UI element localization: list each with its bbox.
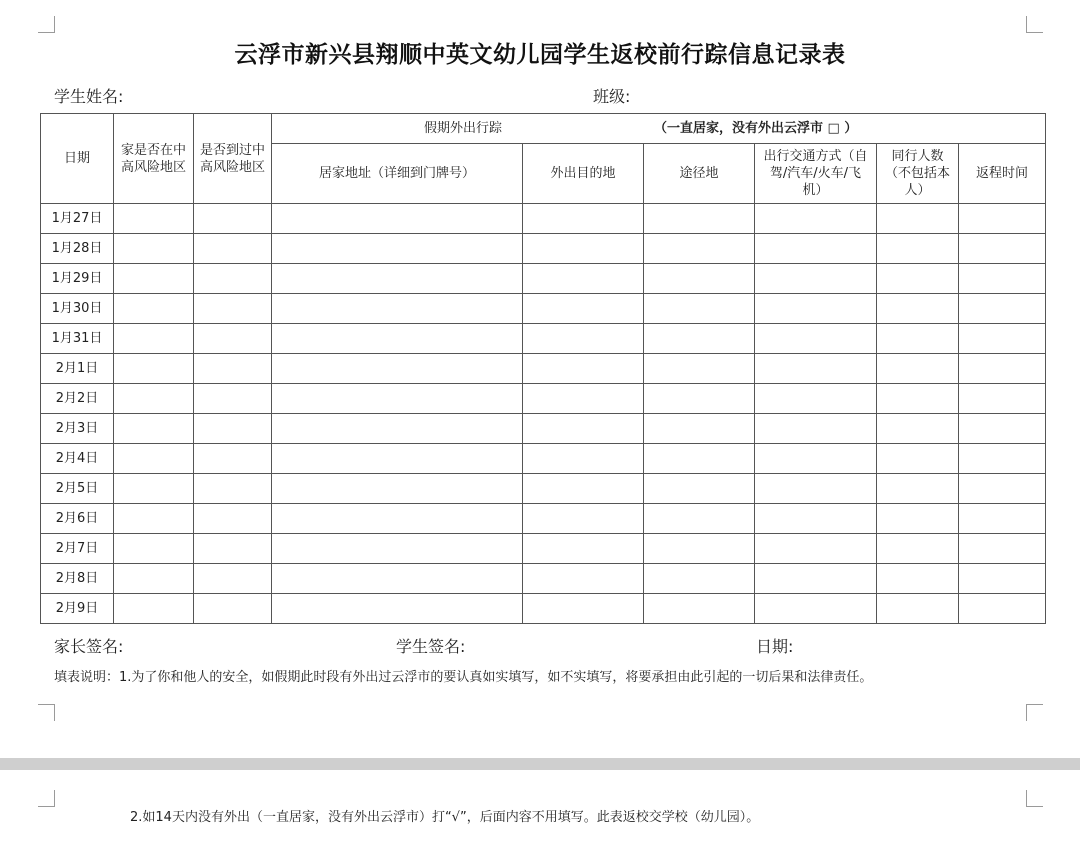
companions-cell[interactable] (877, 384, 959, 414)
home-address-cell[interactable] (272, 234, 523, 264)
home-address-cell[interactable] (272, 204, 523, 234)
table-row (41, 564, 1046, 594)
instruction-note-2: 2.如14天内没有外出（一直居家，没有外出云浮市）打“√”，后面内容不用填写。此表返校交学校（幼儿园）。 (130, 810, 760, 825)
return-time-cell[interactable] (959, 594, 1046, 624)
home-in-risk-area-cell[interactable] (114, 264, 194, 294)
destination-cell[interactable] (523, 504, 644, 534)
class-label: 班级: (593, 87, 631, 106)
return-time-cell[interactable] (959, 354, 1046, 384)
companions-cell[interactable] (877, 504, 959, 534)
header-home-address: 居家地址（详细到门牌号） (272, 144, 523, 204)
home-address-cell[interactable] (272, 354, 523, 384)
home-in-risk-area-cell[interactable] (114, 564, 194, 594)
transit-points-cell[interactable] (644, 414, 755, 444)
holiday-trip-label: 假期外出行踪 (424, 121, 503, 136)
transit-points-cell[interactable] (644, 204, 755, 234)
companions-cell[interactable] (877, 234, 959, 264)
home-in-risk-area-cell[interactable] (114, 294, 194, 324)
date-cell: 2月6日 (41, 504, 114, 534)
visited-risk-area-cell[interactable] (194, 534, 272, 564)
transport-mode-cell[interactable] (755, 504, 877, 534)
date-cell: 2月7日 (41, 534, 114, 564)
transit-points-cell[interactable] (644, 234, 755, 264)
header-companions-text: 同行人数（不包括本人） (884, 149, 950, 198)
companions-cell[interactable] (877, 564, 959, 594)
page-corner-mark (1026, 790, 1043, 807)
destination-cell[interactable] (523, 474, 644, 504)
home-in-risk-area-cell[interactable] (114, 324, 194, 354)
page-corner-mark (38, 790, 55, 807)
transport-mode-cell[interactable] (755, 444, 877, 474)
instruction-note-1: 填表说明：1.为了你和他人的安全，如假期此时段有外出过云浮市的要认真如实填写，如不实填写，将要承担由此引起的一切后果和法律责任。 (54, 670, 873, 685)
home-address-cell[interactable] (272, 594, 523, 624)
page-corner-mark (38, 704, 55, 721)
transport-mode-cell[interactable] (755, 234, 877, 264)
date-label: 日期: (756, 637, 794, 656)
transport-mode-cell[interactable] (755, 324, 877, 354)
visited-risk-area-cell[interactable] (194, 234, 272, 264)
table-row (41, 594, 1046, 624)
date-cell: 1月27日 (41, 204, 114, 234)
date-cell: 2月3日 (41, 414, 114, 444)
destination-cell[interactable] (523, 444, 644, 474)
destination-cell[interactable] (523, 264, 644, 294)
transit-points-cell[interactable] (644, 564, 755, 594)
return-time-cell[interactable] (959, 234, 1046, 264)
transit-points-cell[interactable] (644, 474, 755, 504)
home-in-risk-area-cell[interactable] (114, 504, 194, 534)
date-cell: 2月1日 (41, 354, 114, 384)
date-cell: 2月9日 (41, 594, 114, 624)
companions-cell[interactable] (877, 294, 959, 324)
header-visited-risk-area (194, 114, 272, 204)
home-in-risk-area-cell[interactable] (114, 354, 194, 384)
companions-cell[interactable] (877, 414, 959, 444)
transit-points-cell[interactable] (644, 534, 755, 564)
destination-cell[interactable] (523, 234, 644, 264)
page-corner-mark (1026, 704, 1043, 721)
transit-points-cell[interactable] (644, 444, 755, 474)
home-address-cell[interactable] (272, 504, 523, 534)
transport-mode-cell[interactable] (755, 534, 877, 564)
date-cell: 1月29日 (41, 264, 114, 294)
home-address-cell[interactable] (272, 264, 523, 294)
page-corner-mark (1026, 16, 1043, 33)
visited-risk-area-cell[interactable] (194, 474, 272, 504)
header-return-time: 返程时间 (959, 144, 1046, 204)
date-cell: 1月31日 (41, 324, 114, 354)
date-cell: 2月8日 (41, 564, 114, 594)
header-date: 日期 (41, 114, 114, 204)
home-address-cell[interactable] (272, 384, 523, 414)
transit-points-cell[interactable] (644, 384, 755, 414)
companions-cell[interactable] (877, 204, 959, 234)
table-row (41, 264, 1046, 294)
header-destination: 外出目的地 (523, 144, 644, 204)
transit-points-cell[interactable] (644, 264, 755, 294)
destination-cell[interactable] (523, 564, 644, 594)
transport-mode-cell[interactable] (755, 594, 877, 624)
home-address-cell[interactable] (272, 294, 523, 324)
date-cell: 2月4日 (41, 444, 114, 474)
return-time-cell[interactable] (959, 204, 1046, 234)
header-home-in-risk-area (114, 114, 194, 204)
transit-points-cell[interactable] (644, 354, 755, 384)
companions-cell[interactable] (877, 324, 959, 354)
stay-home-checkbox-note[interactable]: （一直居家，没有外出云浮市 □ ） (654, 121, 858, 136)
home-address-cell[interactable] (272, 474, 523, 504)
home-in-risk-area-cell[interactable] (114, 474, 194, 504)
home-in-risk-area-cell[interactable] (114, 534, 194, 564)
date-cell: 1月28日 (41, 234, 114, 264)
transport-mode-cell[interactable] (755, 414, 877, 444)
home-in-risk-area-cell[interactable] (114, 384, 194, 414)
header-transport-mode-text: 出行交通方式（自驾/汽车/火车/飞机） (763, 149, 868, 198)
transport-mode-cell[interactable] (755, 474, 877, 504)
visited-risk-area-cell[interactable] (194, 324, 272, 354)
header-transit-points: 途径地 (644, 144, 755, 204)
table-row (41, 234, 1046, 264)
visited-risk-area-cell[interactable] (194, 294, 272, 324)
visited-risk-area-cell[interactable] (194, 444, 272, 474)
home-address-cell[interactable] (272, 564, 523, 594)
destination-cell[interactable] (523, 294, 644, 324)
header-visited-risk-area-text: 是否到过中高风险地区 (199, 142, 265, 175)
transport-mode-cell[interactable] (755, 384, 877, 414)
table-row (41, 534, 1046, 564)
document-title: 云浮市新兴县翔顺中英文幼儿园学生返校前行踪信息记录表 (234, 42, 846, 68)
transit-points-cell[interactable] (644, 594, 755, 624)
companions-cell[interactable] (877, 264, 959, 294)
transit-points-cell[interactable] (644, 324, 755, 354)
table-row (41, 354, 1046, 384)
page-corner-mark (38, 16, 55, 33)
return-time-cell[interactable] (959, 504, 1046, 534)
visited-risk-area-cell[interactable] (194, 564, 272, 594)
companions-cell[interactable] (877, 534, 959, 564)
visited-risk-area-cell[interactable] (194, 204, 272, 234)
transport-mode-cell[interactable] (755, 294, 877, 324)
visited-risk-area-cell[interactable] (194, 594, 272, 624)
transport-mode-cell[interactable] (755, 264, 877, 294)
header-transport-mode (755, 144, 877, 204)
home-in-risk-area-cell[interactable] (114, 204, 194, 234)
transit-points-cell[interactable] (644, 504, 755, 534)
return-time-cell[interactable] (959, 294, 1046, 324)
return-time-cell[interactable] (959, 444, 1046, 474)
return-time-cell[interactable] (959, 264, 1046, 294)
home-in-risk-area-cell[interactable] (114, 594, 194, 624)
home-in-risk-area-cell[interactable] (114, 414, 194, 444)
parent-signature-label: 家长签名: (54, 637, 124, 656)
table-row (41, 294, 1046, 324)
return-time-cell[interactable] (959, 414, 1046, 444)
table-row (41, 444, 1046, 474)
date-cell: 1月30日 (41, 294, 114, 324)
return-time-cell[interactable] (959, 564, 1046, 594)
student-signature-label: 学生签名: (396, 637, 466, 656)
companions-cell[interactable] (877, 354, 959, 384)
table-row (41, 204, 1046, 234)
home-in-risk-area-cell[interactable] (114, 444, 194, 474)
visited-risk-area-cell[interactable] (194, 384, 272, 414)
date-cell: 2月5日 (41, 474, 114, 504)
header-holiday-trip (272, 114, 1046, 144)
destination-cell[interactable] (523, 534, 644, 564)
return-time-cell[interactable] (959, 534, 1046, 564)
home-address-cell[interactable] (272, 414, 523, 444)
visited-risk-area-cell[interactable] (194, 264, 272, 294)
date-cell: 2月2日 (41, 384, 114, 414)
home-address-cell[interactable] (272, 324, 523, 354)
header-companions (877, 144, 959, 204)
home-in-risk-area-cell[interactable] (114, 234, 194, 264)
companions-cell[interactable] (877, 594, 959, 624)
home-address-cell[interactable] (272, 534, 523, 564)
home-address-cell[interactable] (272, 444, 523, 474)
table-row (41, 474, 1046, 504)
visited-risk-area-cell[interactable] (194, 354, 272, 384)
destination-cell[interactable] (523, 204, 644, 234)
companions-cell[interactable] (877, 474, 959, 504)
destination-cell[interactable] (523, 324, 644, 354)
table-row (41, 504, 1046, 534)
transport-mode-cell[interactable] (755, 354, 877, 384)
return-time-cell[interactable] (959, 474, 1046, 504)
student-name-label: 学生姓名: (54, 87, 124, 106)
table-row (41, 414, 1046, 444)
transport-mode-cell[interactable] (755, 204, 877, 234)
transit-points-cell[interactable] (644, 294, 755, 324)
return-time-cell[interactable] (959, 324, 1046, 354)
destination-cell[interactable] (523, 384, 644, 414)
page-separator (0, 758, 1080, 770)
travel-record-table (40, 113, 1046, 624)
destination-cell[interactable] (523, 594, 644, 624)
table-row (41, 324, 1046, 354)
transport-mode-cell[interactable] (755, 564, 877, 594)
destination-cell[interactable] (523, 354, 644, 384)
visited-risk-area-cell[interactable] (194, 504, 272, 534)
destination-cell[interactable] (523, 414, 644, 444)
header-home-in-risk-area-text: 家是否在中高风险地区 (120, 142, 186, 175)
return-time-cell[interactable] (959, 384, 1046, 414)
companions-cell[interactable] (877, 444, 959, 474)
visited-risk-area-cell[interactable] (194, 414, 272, 444)
table-row (41, 384, 1046, 414)
